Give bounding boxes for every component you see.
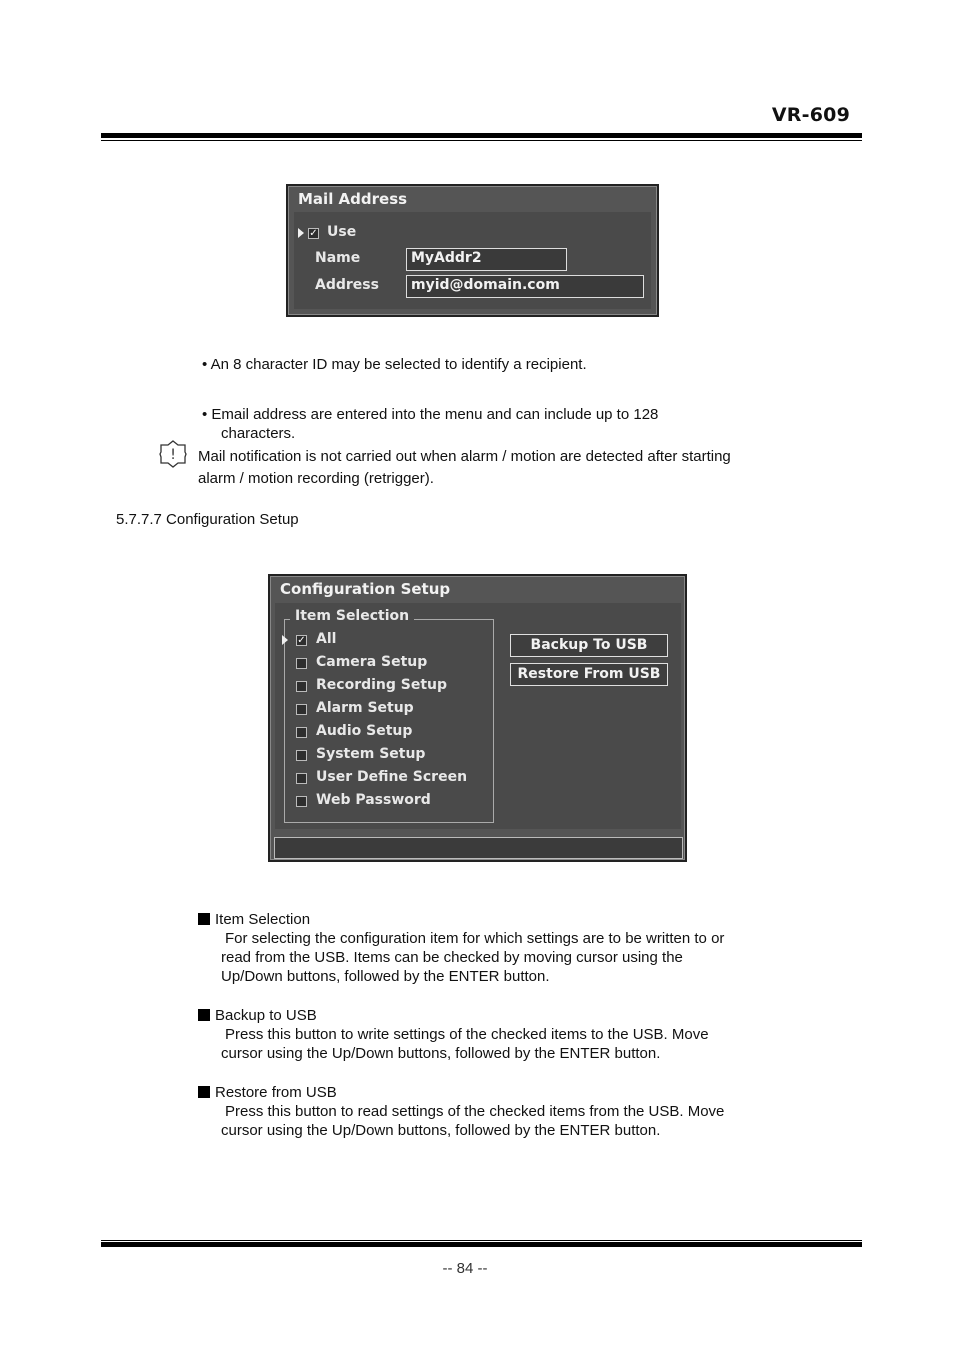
use-label: Use [327, 224, 357, 240]
restore-heading [198, 1083, 337, 1102]
warning-line2: alarm / motion recording (retrigger). [198, 470, 434, 487]
mail-screen-panel [294, 212, 651, 309]
item-checkbox-user-define-screen[interactable] [296, 773, 307, 784]
restore-desc-line1: Press this button to read settings of the checked items from the USB. Move [225, 1103, 725, 1120]
item-label-system-setup: System Setup [316, 746, 426, 762]
bullet-email-note-line1: • Email address are entered into the menu and can include up to 128 [202, 406, 659, 423]
item-selection-heading-text: Item Selection [215, 911, 311, 928]
item-label-alarm-setup: Alarm Setup [316, 700, 414, 716]
warning-icon [159, 440, 187, 468]
config-screen-title: Configuration Setup [280, 580, 451, 598]
item-checkbox-all[interactable]: ✓ [297, 635, 306, 646]
item-label-web-password: Web Password [316, 792, 431, 808]
footer-rule [101, 1242, 862, 1247]
item-selection-heading [198, 910, 310, 929]
item-selection-desc-line3: Up/Down buttons, followed by the ENTER button. [221, 968, 550, 985]
backup-desc-line2: cursor using the Up/Down buttons, followed by the ENTER button. [221, 1045, 661, 1062]
backup-heading-text: Backup to USB [215, 1007, 317, 1024]
backup-heading [198, 1006, 317, 1025]
selection-cursor-icon [282, 635, 288, 645]
item-label-user-define-screen: User Define Screen [316, 769, 468, 785]
section-heading: 5.7.7.7 Configuration Setup [116, 511, 299, 528]
mail-screen-title: Mail Address [298, 190, 408, 208]
item-checkbox-recording-setup[interactable] [296, 681, 307, 692]
item-label-recording-setup: Recording Setup [316, 677, 448, 693]
page-number: -- 84 -- [442, 1260, 488, 1277]
name-field[interactable]: MyAddr2 [406, 248, 567, 271]
svg-text:!: ! [170, 447, 176, 463]
item-label-camera-setup: Camera Setup [316, 654, 428, 670]
address-label: Address [315, 277, 379, 293]
item-checkbox-audio-setup[interactable] [296, 727, 307, 738]
square-bullet-icon [198, 1086, 210, 1098]
header-rule [101, 133, 862, 138]
status-bar [274, 837, 683, 859]
footer-rule-thin [101, 1240, 862, 1241]
item-checkbox-alarm-setup[interactable] [296, 704, 307, 715]
restore-from-usb-button[interactable]: Restore From USB [510, 663, 668, 686]
config-screen-panel [275, 603, 681, 829]
bullet-email-note-line2: characters. [221, 425, 296, 442]
item-checkbox-camera-setup[interactable] [296, 658, 307, 669]
item-checkbox-web-password[interactable] [296, 796, 307, 807]
backup-desc-line1: Press this button to write settings of the checked items to the USB. Move [225, 1026, 709, 1043]
item-label-audio-setup: Audio Setup [316, 723, 413, 739]
item-selection-desc-line1: For selecting the configuration item for which settings are to be written to or [225, 930, 725, 947]
name-label: Name [315, 250, 361, 266]
item-checkbox-system-setup[interactable] [296, 750, 307, 761]
backup-to-usb-button[interactable]: Backup To USB [510, 634, 668, 657]
selection-cursor-icon [298, 228, 304, 238]
item-label-all: All [316, 631, 337, 647]
warning-line1: Mail notification is not carried out when alarm / motion are detected after starting [198, 448, 731, 465]
item-selection-group-title: Item Selection [290, 608, 414, 624]
restore-desc-line2: cursor using the Up/Down buttons, followed by the ENTER button. [221, 1122, 661, 1139]
use-checkbox[interactable]: ✓ [309, 228, 318, 239]
header-rule-thin [101, 140, 862, 141]
address-field[interactable]: myid@domain.com [406, 275, 644, 298]
mail-address-screen [286, 184, 659, 317]
restore-heading-text: Restore from USB [215, 1084, 337, 1101]
item-selection-desc-line2: read from the USB. Items can be checked by moving cursor using the [221, 949, 683, 966]
configuration-setup-screen [268, 574, 687, 862]
square-bullet-icon [198, 1009, 210, 1021]
document-model-title: VR-609 [771, 104, 850, 126]
square-bullet-icon [198, 913, 210, 925]
bullet-id-note: • An 8 character ID may be selected to identify a recipient. [202, 356, 587, 373]
